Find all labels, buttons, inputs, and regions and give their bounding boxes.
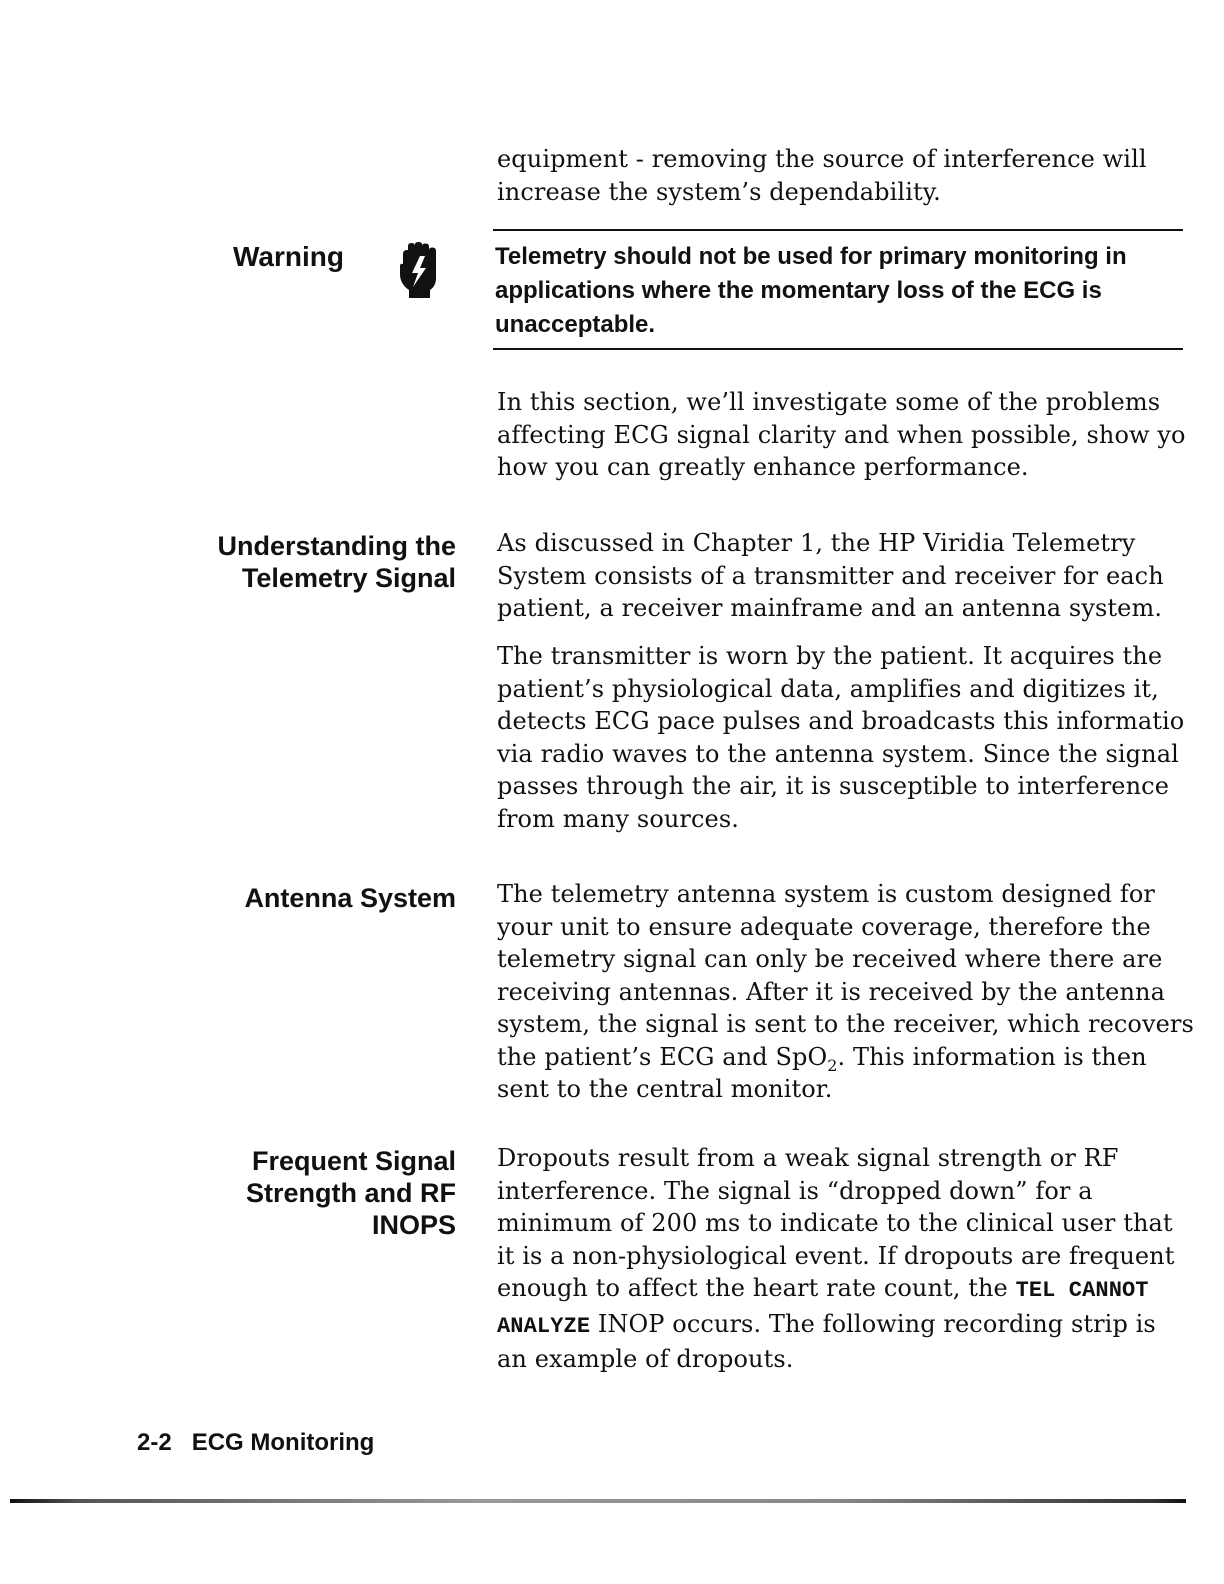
understanding-paragraph-1 <box>497 527 1187 625</box>
text-segment: enough to affect the heart rate count, the <box>497 1274 1016 1302</box>
bottom-scan-rule <box>10 1499 1186 1503</box>
text-line-with-code <box>497 1272 1187 1308</box>
understanding-paragraph-2 <box>497 640 1187 835</box>
dropouts-paragraph <box>497 1142 1187 1376</box>
warning-bottom-rule <box>493 348 1183 350</box>
text-line: patient’s physiological data, amplifies and digitizes it, <box>497 674 1159 703</box>
warning-line-3: unacceptable. <box>495 311 656 338</box>
heading-frequent-signal-strength-rf-inops <box>126 1145 456 1241</box>
section-intro-line-2: affecting ECG signal clarity and when possible, show yo <box>497 420 1186 449</box>
page-footer <box>137 1428 374 1458</box>
text-line: via radio waves to the antenna system. Since the signal <box>497 739 1179 768</box>
inop-code-analyze: ANALYZE <box>497 1313 591 1339</box>
text-line: passes through the air, it is susceptible to interference <box>497 772 1169 800</box>
text-line: System consists of a transmitter and receiver for each <box>497 561 1164 590</box>
text-line: interference. The signal is “dropped down” for a <box>497 1176 1093 1205</box>
heading-line: Antenna System <box>244 883 456 913</box>
heading-line-2: Strength and RF <box>246 1178 456 1208</box>
text-line: As discussed in Chapter 1, the HP Viridia Telemetry <box>497 529 1136 557</box>
warning-line-1: Telemetry should not be used for primary monitoring in <box>495 243 1127 270</box>
page-number: 2-2 <box>137 1429 172 1456</box>
intro-line-2: increase the system’s dependability. <box>497 177 941 206</box>
hand-with-lightning-icon <box>397 242 443 298</box>
text-line: The telemetry antenna system is custom designed for <box>497 880 1155 908</box>
section-intro-line-3: how you can greatly enhance performance. <box>497 453 1029 481</box>
text-line: telemetry signal can only be received where there are <box>497 945 1163 973</box>
text-line: from many sources. <box>497 804 739 833</box>
section-intro-paragraph <box>497 386 1187 484</box>
text-line: Dropouts result from a weak signal strength or RF <box>497 1144 1119 1172</box>
text-line-spo2 <box>497 1041 1187 1074</box>
text-line: an example of dropouts. <box>497 1345 794 1373</box>
warning-top-rule <box>493 229 1183 231</box>
chapter-title: ECG Monitoring <box>191 1429 375 1456</box>
text-segment: INOP occurs. The following recording strip is <box>590 1309 1156 1338</box>
text-line: detects ECG pace pulses and broadcasts this informatio <box>497 707 1185 735</box>
intro-line-1: equipment - removing the source of interference will <box>497 145 1147 173</box>
inop-code-tel-cannot: TEL CANNOT <box>1015 1278 1149 1303</box>
text-line-with-code <box>497 1308 1187 1344</box>
text-line: it is a non-physiological event. If dropouts are frequent <box>497 1241 1175 1270</box>
text-line: patient, a receiver mainframe and an antenna system. <box>497 594 1163 622</box>
text-line: The transmitter is worn by the patient. It acquires the <box>497 642 1163 670</box>
heading-line-2: Telemetry Signal <box>241 563 456 593</box>
heading-antenna-system <box>126 882 456 914</box>
heading-understanding-telemetry-signal <box>126 530 456 594</box>
warning-label: Warning <box>233 241 344 272</box>
heading-line-1: Frequent Signal <box>251 1146 456 1176</box>
text-line: system, the signal is sent to the receiver, which recovers <box>497 1010 1194 1038</box>
section-intro-line-1: In this section, we’ll investigate some of the problems <box>497 388 1161 416</box>
warning-line-2: applications where the momentary loss of the ECG is <box>495 277 1102 304</box>
text-segment: the patient’s ECG and SpO <box>497 1042 828 1071</box>
heading-line-1: Understanding the <box>217 531 456 561</box>
text-line: minimum of 200 ms to indicate to the clinical user that <box>497 1209 1173 1237</box>
subscript-2: 2 <box>827 1055 838 1075</box>
warning-text <box>495 240 1185 342</box>
text-line: your unit to ensure adequate coverage, therefore the <box>497 912 1151 941</box>
antenna-paragraph <box>497 878 1194 1106</box>
heading-line-3: INOPS <box>371 1210 456 1240</box>
intro-paragraph <box>497 143 1187 208</box>
text-line: sent to the central monitor. <box>497 1075 833 1103</box>
text-segment: . This information is then <box>837 1042 1147 1071</box>
text-line: receiving antennas. After it is received by the antenna <box>497 977 1165 1006</box>
